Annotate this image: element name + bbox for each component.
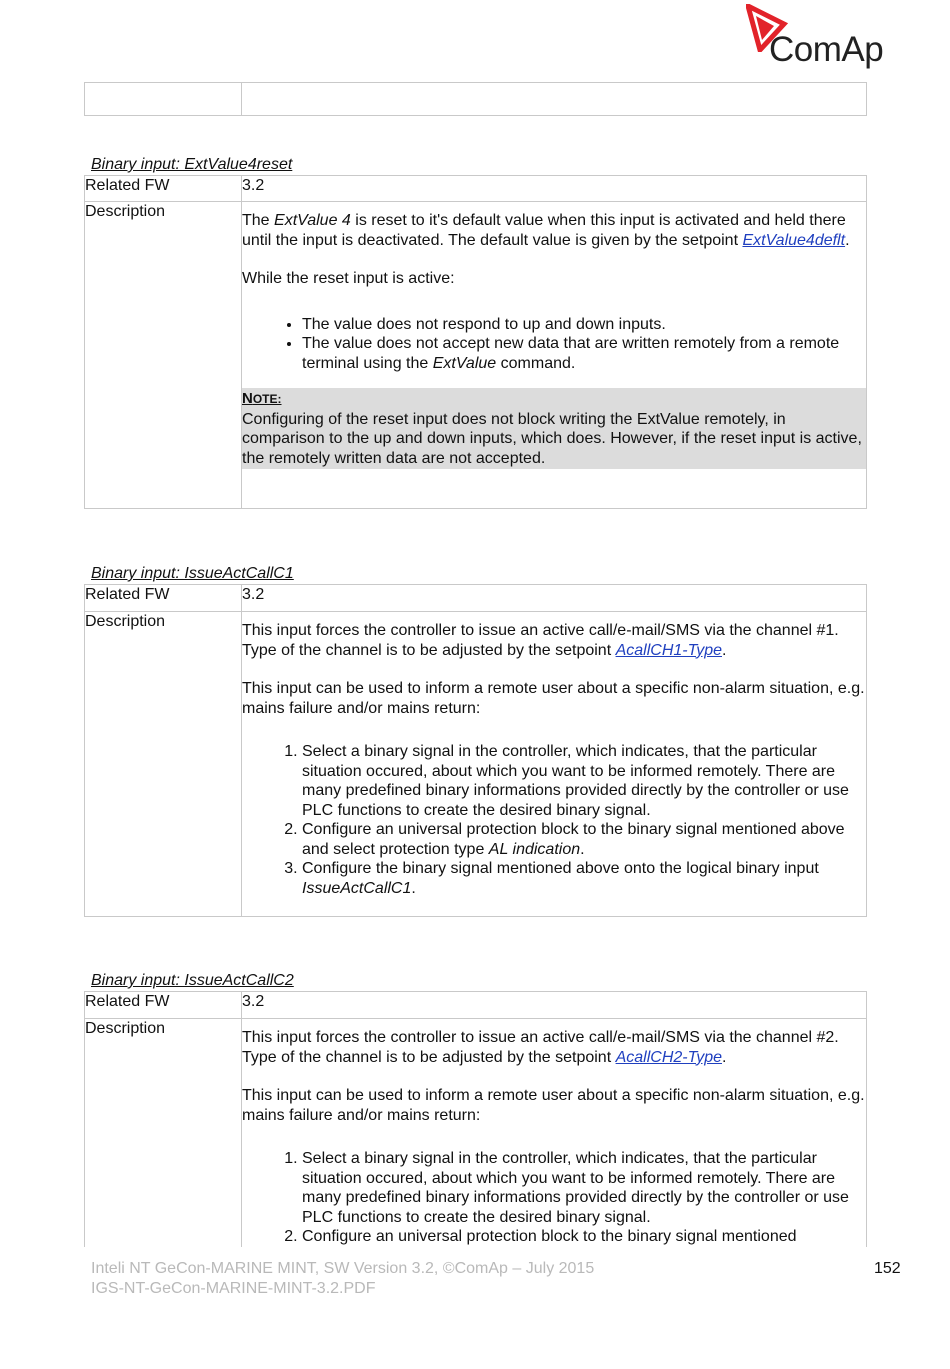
list-item: 1. Select a binary signal in the controller, which indicates, that the particular situation occured, about which you want to be informed remotely. There are many predefined binary informations provided directly by the controller or use PLC functions to create the desired binary signal. — [302, 742, 866, 820]
description-label: Description — [85, 1019, 242, 1247]
setpoint-link[interactable]: AcallCH2-Type — [615, 1048, 722, 1066]
empty-cell — [85, 83, 242, 116]
block-table — [84, 175, 867, 509]
list-item: 1. Select a binary signal in the controller, which indicates, that the particular situation occured, about which you want to be informed remotely. There are many predefined binary informations provided directly by the controller or use PLC functions to create the desired binary signal. — [302, 1149, 866, 1227]
list-item: 2. Configure an universal protection block to the binary signal mentioned above and select protection type AL indication. — [302, 820, 866, 859]
description-label: Description — [85, 612, 242, 917]
note-heading: NOTE: — [242, 390, 282, 407]
empty-cell — [242, 83, 867, 116]
numbered-list — [242, 1149, 866, 1247]
description-paragraph: While the reset input is active: — [242, 270, 455, 287]
related-fw-label: Related FW — [85, 585, 242, 612]
description-paragraph: This input forces the controller to issue an active call/e-mail/SMS via the channel #1. Type of the channel is to be adjusted by the setpoint AcallCH1-Type. — [242, 622, 839, 659]
block-title: Binary input: IssueActCallC1 — [91, 565, 294, 582]
related-fw-label: Related FW — [85, 992, 242, 1019]
description-paragraph: This input forces the controller to issue an active call/e-mail/SMS via the channel #2. Type of the channel is to be adjusted by the setpoint AcallCH2-Type. — [242, 1029, 839, 1066]
list-item: • The value does not accept new data that are written remotely from a remote terminal using the ExtValue command. — [302, 334, 866, 373]
footer-line: IGS-NT-GeCon-MARINE-MINT-3.2.PDF — [91, 1279, 376, 1297]
list-item: • The value does not respond to up and down inputs. — [302, 315, 866, 335]
description-label: Description — [85, 202, 242, 509]
list-item: 3. Configure the binary signal mentioned above onto the logical binary input IssueActCallC1. — [302, 859, 866, 898]
bullet-list — [242, 315, 866, 374]
related-fw-label: Related FW — [85, 176, 242, 202]
description-cell — [242, 1019, 867, 1247]
numbered-list — [242, 742, 866, 898]
previous-block-table — [84, 82, 867, 116]
description-cell — [242, 612, 867, 917]
description-paragraph: The ExtValue 4 is reset to it's default value when this input is activated and held there until the input is deactivated. The default value is given by the setpoint ExtValue4deflt. — [242, 212, 850, 249]
description-paragraph: This input can be used to inform a remote user about a specific non-alarm situation, e.g. mains failure and/or mains return: — [242, 1087, 865, 1124]
description-paragraph: This input can be used to inform a remote user about a specific non-alarm situation, e.g. mains failure and/or mains return: — [242, 680, 865, 717]
related-fw-value: 3.2 — [242, 992, 867, 1019]
related-fw-value: 3.2 — [242, 176, 867, 202]
page-number: 152 — [874, 1260, 901, 1277]
setpoint-link[interactable]: ExtValue4deflt — [742, 231, 846, 249]
block-table — [84, 991, 867, 1247]
description-cell — [242, 202, 867, 509]
block-table — [84, 584, 867, 917]
page-footer — [91, 1259, 594, 1298]
setpoint-link[interactable]: AcallCH1-Type — [615, 641, 722, 659]
related-fw-value: 3.2 — [242, 585, 867, 612]
list-item: 2. Configure an universal protection block to the binary signal mentioned — [302, 1227, 866, 1247]
block-title: Binary input: IssueActCallC2 — [91, 972, 294, 989]
note-box — [242, 388, 866, 469]
block-title: Binary input: ExtValue4reset — [91, 156, 293, 173]
footer-line: Inteli NT GeCon-MARINE MINT, SW Version 3.2, ©ComAp – July 2015 — [91, 1260, 595, 1277]
logo-text: ComAp — [769, 30, 884, 69]
comap-logo — [746, 4, 886, 72]
note-text: Configuring of the reset input does not block writing the ExtValue remotely, in comparison to the up and down inputs, which does. However, if the reset input is active, the remotely written data are not accepted. — [242, 410, 862, 467]
